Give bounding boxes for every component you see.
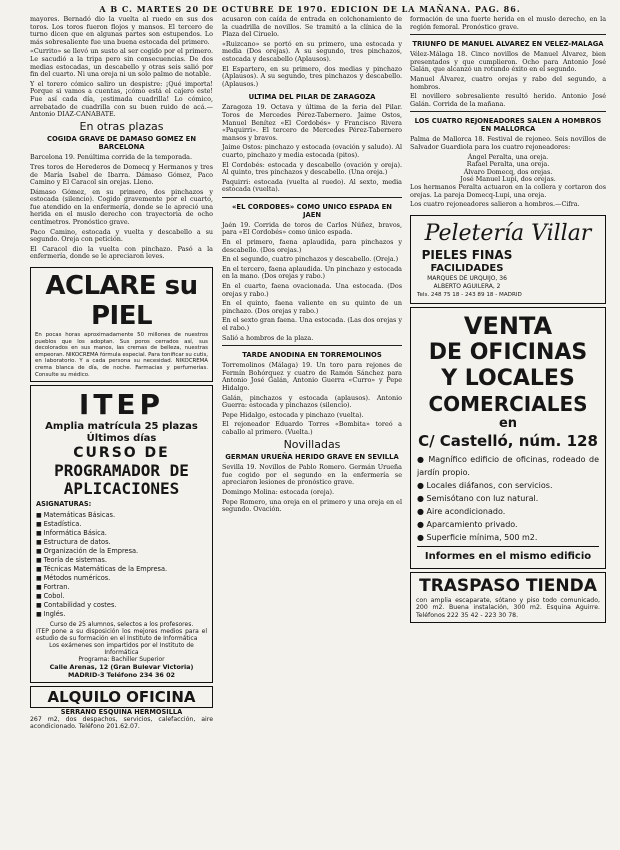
ad-phones: Tels. 248 75 18 - 243 89 18 - MADRID (417, 291, 522, 298)
list-item: ■ Estructura de datos. (36, 538, 207, 547)
article-paragraph: Dámaso Gómez, en su primero, dos pinchazos y estocada (silencio). Cogido gravemente por el cuarto, fue atendido en la enfermería, donde se le apreció una herida en el muslo derecho con trayectoria de ocho centímetros. Pronóstico grave. (30, 187, 213, 227)
article-paragraph: El Caracol dio la vuelta con pinchazo. Pasó a la enfermería, donde se le apreciaron leves. (30, 244, 213, 261)
article-paragraph: Vélez-Málaga 18. Cinco novillos de Manuel Álvarez, bien presentados y que cumplieron. Ocho para Antonio José Galán, que alcanzó un rotundo éxito en el segundo. (410, 50, 606, 74)
ad-itep (30, 385, 213, 683)
ad-note-4: Programa: Bachiller Superior (78, 655, 165, 663)
headline: COGIDA GRAVE DE DAMASO GOMEZ EN BARCELONA (46, 135, 197, 152)
list-item: ■ Organización de la Empresa. (36, 547, 207, 556)
ad-venta-oficinas (410, 307, 606, 569)
ad-traspaso (410, 572, 606, 623)
ad-line: COMERCIALES (428, 391, 588, 416)
ad-address: Calle Arenas, 12 (Gran Bulevar Victoria) (49, 662, 194, 671)
article-paragraph: Los hermanos Peralta actuaron en la collera y cortaron dos orejas. La pareja Domecq-Lupi, una oreja. (410, 182, 606, 199)
ad-address: MARQUES DE URQUIJO, 36 (427, 274, 507, 282)
ad-title: TRASPASO TIENDA (419, 575, 597, 596)
article-paragraph: Jaén 19. Corrida de toros de Carlos Núñez, bravos, para «El Cordobés» como único espada. (222, 220, 402, 237)
article-paragraph: Manuel Álvarez, cuatro orejas y rabo del segundo, a hombros. (410, 74, 606, 91)
article-paragraph: Tres toros de Herederos de Domecq y Hermanos y tres de María Isabel de Ibarra. Dámaso Gómez, Paco Camino y El Caracol sin orejas. Lleno. (30, 162, 213, 187)
article-paragraph: Palma de Mallorca 18. Festival de rejoneo. Seis novillos de Salvador Guardiola para los cuatro rejoneadores: (410, 135, 606, 151)
ad-title: ALQUILO OFICINA (30, 686, 213, 708)
list-item: ● Aparcamiento privado. (417, 518, 599, 531)
ad-curso: CURSO DE (73, 445, 170, 462)
article-paragraph: El Espartero, en su primero, dos medias y pinchazo (Aplausos). A su segundo, tres pinchazos y descabello. (Aplausos.) (222, 64, 402, 88)
article-paragraph: El novillero sobresaliente resultó herido. Antonio José Galán. Corrida de la mañana. (410, 92, 606, 108)
article-paragraph: El rejoneador Eduardo Torres «Bombita» toreó a caballo al primero. (Vuelta.) (222, 420, 402, 436)
headline: LOS CUATRO REJONEADORES SALEN A HOMBROS EN MALLORCA (414, 117, 602, 134)
ad-body: 267 m2, dos despachos, servicios, calefacción, aire acondicionado. Teléfono 201.62.07. (30, 715, 213, 731)
list-item: ■ Técnicas Matemáticas de la Empresa. (36, 565, 207, 574)
article-paragraph: En el tercero, faena aplaudida. Un pinchazo y estocada en la mano. (Dos orejas y rabo.) (222, 264, 402, 281)
ad-line: DE OFICINAS (428, 339, 588, 365)
page-header: A B C. MARTES 20 DE OCTUBRE DE 1970. EDICION DE LA MAÑANA. PAG. 86. (99, 4, 521, 14)
article-paragraph: El Cordobés: estocada y descabello (ovación y oreja). Al quinto, tres pinchazos y descabello. (Una oreja.) (222, 160, 402, 177)
list-item: ● Aire acondicionado. (417, 505, 599, 518)
ad-info: Informes en el mismo edificio (417, 546, 599, 564)
list-item: ■ Inglés. (36, 610, 207, 619)
article-paragraph: Barcelona 19. Penúltima corrida de la temporada. (30, 153, 192, 162)
section-title: En otras plazas (79, 119, 164, 133)
headline: TARDE ANODINA EN TORREMOLINOS (242, 351, 382, 360)
list-item: Álvaro Domecq, dos orejas. (463, 167, 553, 176)
article-paragraph: Zaragoza 19. Octava y última de la feria del Pilar. Toros de Mercedes Pérez-Tabernero. Jaime Ostos, Manuel Benítez «El Cordobés» y Francisco Rivera «Paquirri». El tercero de Mercedes Pérez-Tabernero mansos y bravos. (222, 103, 402, 142)
article-paragraph: En el primero, faena aplaudida, para pinchazos y descabello. (Dos orejas.) (222, 238, 402, 254)
ad-alquilo (30, 686, 213, 731)
list-item: ● Semisótano con luz natural. (417, 492, 599, 505)
article-paragraph: Paco Camino, estocada y vuelta y descabello a su segundo. Oreja con petición. (30, 227, 213, 244)
article-paragraph: Los cuatro rejoneadores salieron a hombros.—Cifra. (410, 200, 580, 209)
headline: ULTIMA DEL PILAR DE ZARAGOZA (248, 93, 376, 102)
article-paragraph: En el segundo, cuatro pinchazos y descabello. (Oreja.) (222, 255, 399, 264)
article-paragraph: Torremolinos (Málaga) 19. Un toro para rejones de Fermín Bohórquez y cuatro de Ramón Sánchez para Antonio José Galán, Antonio Guerra «Curro» y Pepe Hidalgo. (222, 361, 402, 392)
ad-program: PROGRAMADOR DE APLICACIONES (54, 461, 189, 499)
subject-list (36, 511, 207, 619)
divider (222, 345, 402, 346)
divider (410, 111, 606, 112)
ad-phone: MADRID-3 Teléfono 234 36 02 (68, 670, 175, 679)
ad-street: SERRANO ESQUINA HERMOSILLA (60, 707, 183, 716)
ad-sub: FACILIDADES (430, 262, 504, 274)
ad-line: Y LOCALES (441, 365, 575, 391)
ad-body: En pocas horas aproximadamente 50 millones de nuestros pueblos que los adoptan. Sus poros cerrados así, sus decolorados en sus manos, las cremas de belleza, nuestras empeoran. NIKOCREMA fórmula especial. Para tonificar su cutis, en laboratorio. Y a cada persona su necesidad. NIKOCREMA crema blanca de día, de noche. Farmacias y perfumerías. Consulte su médico. (35, 332, 209, 378)
list-item: José Manuel Lupi, dos orejas. (460, 175, 556, 184)
ad-title: ACLARE su PIEL (45, 271, 198, 332)
article-paragraph: formación de una fuerte herida en el muslo derecho, en la región femoral. Pronóstico grave. (410, 15, 606, 31)
headline: TRIUNFO DE MANUEL ALVAREZ EN VELEZ-MALAGA (412, 40, 604, 49)
list-item: Rafael Peralta, una oreja. (466, 160, 550, 169)
list-item: Ángel Peralta, una oreja. (467, 152, 549, 161)
list-item: ■ Fortran. (36, 583, 207, 592)
list-item: ■ Teoría de sistemas. (36, 556, 207, 565)
ad-aclare (30, 267, 213, 382)
ad-note-2: ITEP pone a su disposición los mejores medios para el estudio de su formación en el Instituto de Informática (36, 627, 207, 642)
article-paragraph: «Ruizcano» se portó en su primero, una estocada y media (Dos orejas). A su segundo, tres pinchazos, estocada y descabello (Aplausos). (222, 39, 402, 63)
article-paragraph: En el cuarto, faena ovacionada. Una estocada. (Dos orejas y rabo.) (222, 282, 402, 298)
column-2 (222, 16, 402, 516)
ad-brand: Peletería Villar (424, 220, 592, 246)
article-paragraph: En el sexto gran faena. Una estocada. (Las dos orejas y el rabo.) (222, 316, 402, 332)
divider (410, 34, 606, 35)
ad-note-3: Los exámenes son impartidos por el Instituto de Informática (49, 641, 194, 656)
ad-brand: ITEP (78, 388, 165, 422)
article-paragraph: «Currito» se llevó un susto al ser cogido por el primero. Le sacudió a la tripa pero sin consecuencias. De dos medias estocadas, un descabello y otras seis salió por fin del cuarto. Ni una oreja ni un solo palmo de notable. (30, 47, 213, 79)
ad-body: con amplia escaparate, sótano y piso todo comunicado, 200 m2. Buena instalación, 300 m2. Esquina Aguirre. Teléfonos 222 35 42 - 223 30 78. (416, 596, 600, 619)
article-paragraph: Pepe Hidalgo, estocada y pinchazo (vuelta). (222, 410, 364, 419)
list-item: ■ Informática Básica. (36, 529, 207, 538)
divider (222, 197, 402, 198)
column-1 (30, 16, 213, 734)
article-paragraph: mayores. Bernadó dio la vuelta al ruedo en sus dos toros. Los toros fueron flojos y mansos. El tercero de turno dicen que en algunas partes son estupendos. Lo más sobresaliente fue una buena estocada del primero. (30, 15, 213, 46)
ad-line: VENTA (463, 311, 553, 340)
article-paragraph: Y el torero cómico saliro un despistre: ¡Qué importa! Porque si vamos a cuentas, ¡cómo está el cajero este! Fue así cada día, ¡estimada cuadrilla! Lo cómico, arrebatado de cuadrilla con su buen ruido de acá.—Antonio DIAZ-CANABATE. (30, 79, 213, 119)
ad-en: en (498, 415, 518, 431)
list-item: ■ Cobol. (36, 592, 207, 601)
article-paragraph: Sevilla 19. Novillos de Pablo Romero. Germán Urueña fue cogido por el segundo en la enfermería se apreciaron lesiones de pronóstico grave. (222, 463, 402, 487)
column-3 (410, 16, 606, 626)
ad-peleteria (410, 215, 606, 304)
ad-subjects-label: ASIGNATURAS: (36, 500, 92, 509)
list-item: ● Magnífico edificio de oficinas, rodeado de jardín propio. (417, 453, 599, 479)
list-item: ■ Contabilidad y costes. (36, 601, 207, 610)
headline: «EL CORDOBES» COMO UNICO ESPADA EN JAEN (232, 202, 392, 219)
result-list (410, 154, 606, 184)
article-paragraph: Pepe Romero, una oreja en el primero y una oreja en el segundo. Ovación. (222, 497, 402, 514)
article-paragraph: Paquirri: estocada (vuelta al ruedo). Al sexto, media estocada (vuelta). (222, 177, 402, 194)
list-item: ● Locales diáfanos, con servicios. (417, 479, 599, 492)
list-item: ● Superficie mínima, 500 m2. (417, 531, 599, 544)
article-paragraph: En el quinto, faena valiente en su quinto de un pinchazo. (Dos orejas y rabo.) (222, 299, 402, 315)
article-paragraph: Galán, pinchazos y estocada (aplausos). Antonio Guerra: estocada y pinchazos (silencio). (222, 393, 402, 410)
article-paragraph: Domingo Molina: estocada (oreja). (222, 487, 335, 496)
list-item: ■ Métodos numéricos. (36, 574, 207, 583)
ad-address: ALBERTO AGUILERA, 2 (433, 282, 501, 290)
headline: GERMAN URUEÑA HERIDO GRAVE EN SEVILLA (225, 453, 399, 462)
ad-street: C/ Castelló, núm. 128 (418, 431, 598, 450)
feature-list (417, 453, 599, 544)
article-paragraph: Jaime Ostos: pinchazo y estocada (ovación y saludo). Al cuarto, pinchazo y media estocada (pitos). (222, 143, 402, 159)
article-paragraph: Salió a hombros de la plaza. (222, 333, 314, 342)
ad-subtitle: Amplia matrícula 25 plazas Últimos días (45, 421, 198, 445)
ad-note: Curso de 25 alumnos, selectos a los profesores. (49, 620, 194, 628)
list-item: ■ Matemáticas Básicas. (36, 511, 207, 520)
ad-title: PIELES FINAS (421, 247, 513, 262)
section-title: Novilladas (283, 437, 341, 451)
article-paragraph: acusaron con caída de entrada en colchonamiento de la cuadrilla de novillos. Se tramitó a la clínica de la Plaza del Ciruelo. (222, 15, 402, 39)
list-item: ■ Estadística. (36, 520, 207, 529)
